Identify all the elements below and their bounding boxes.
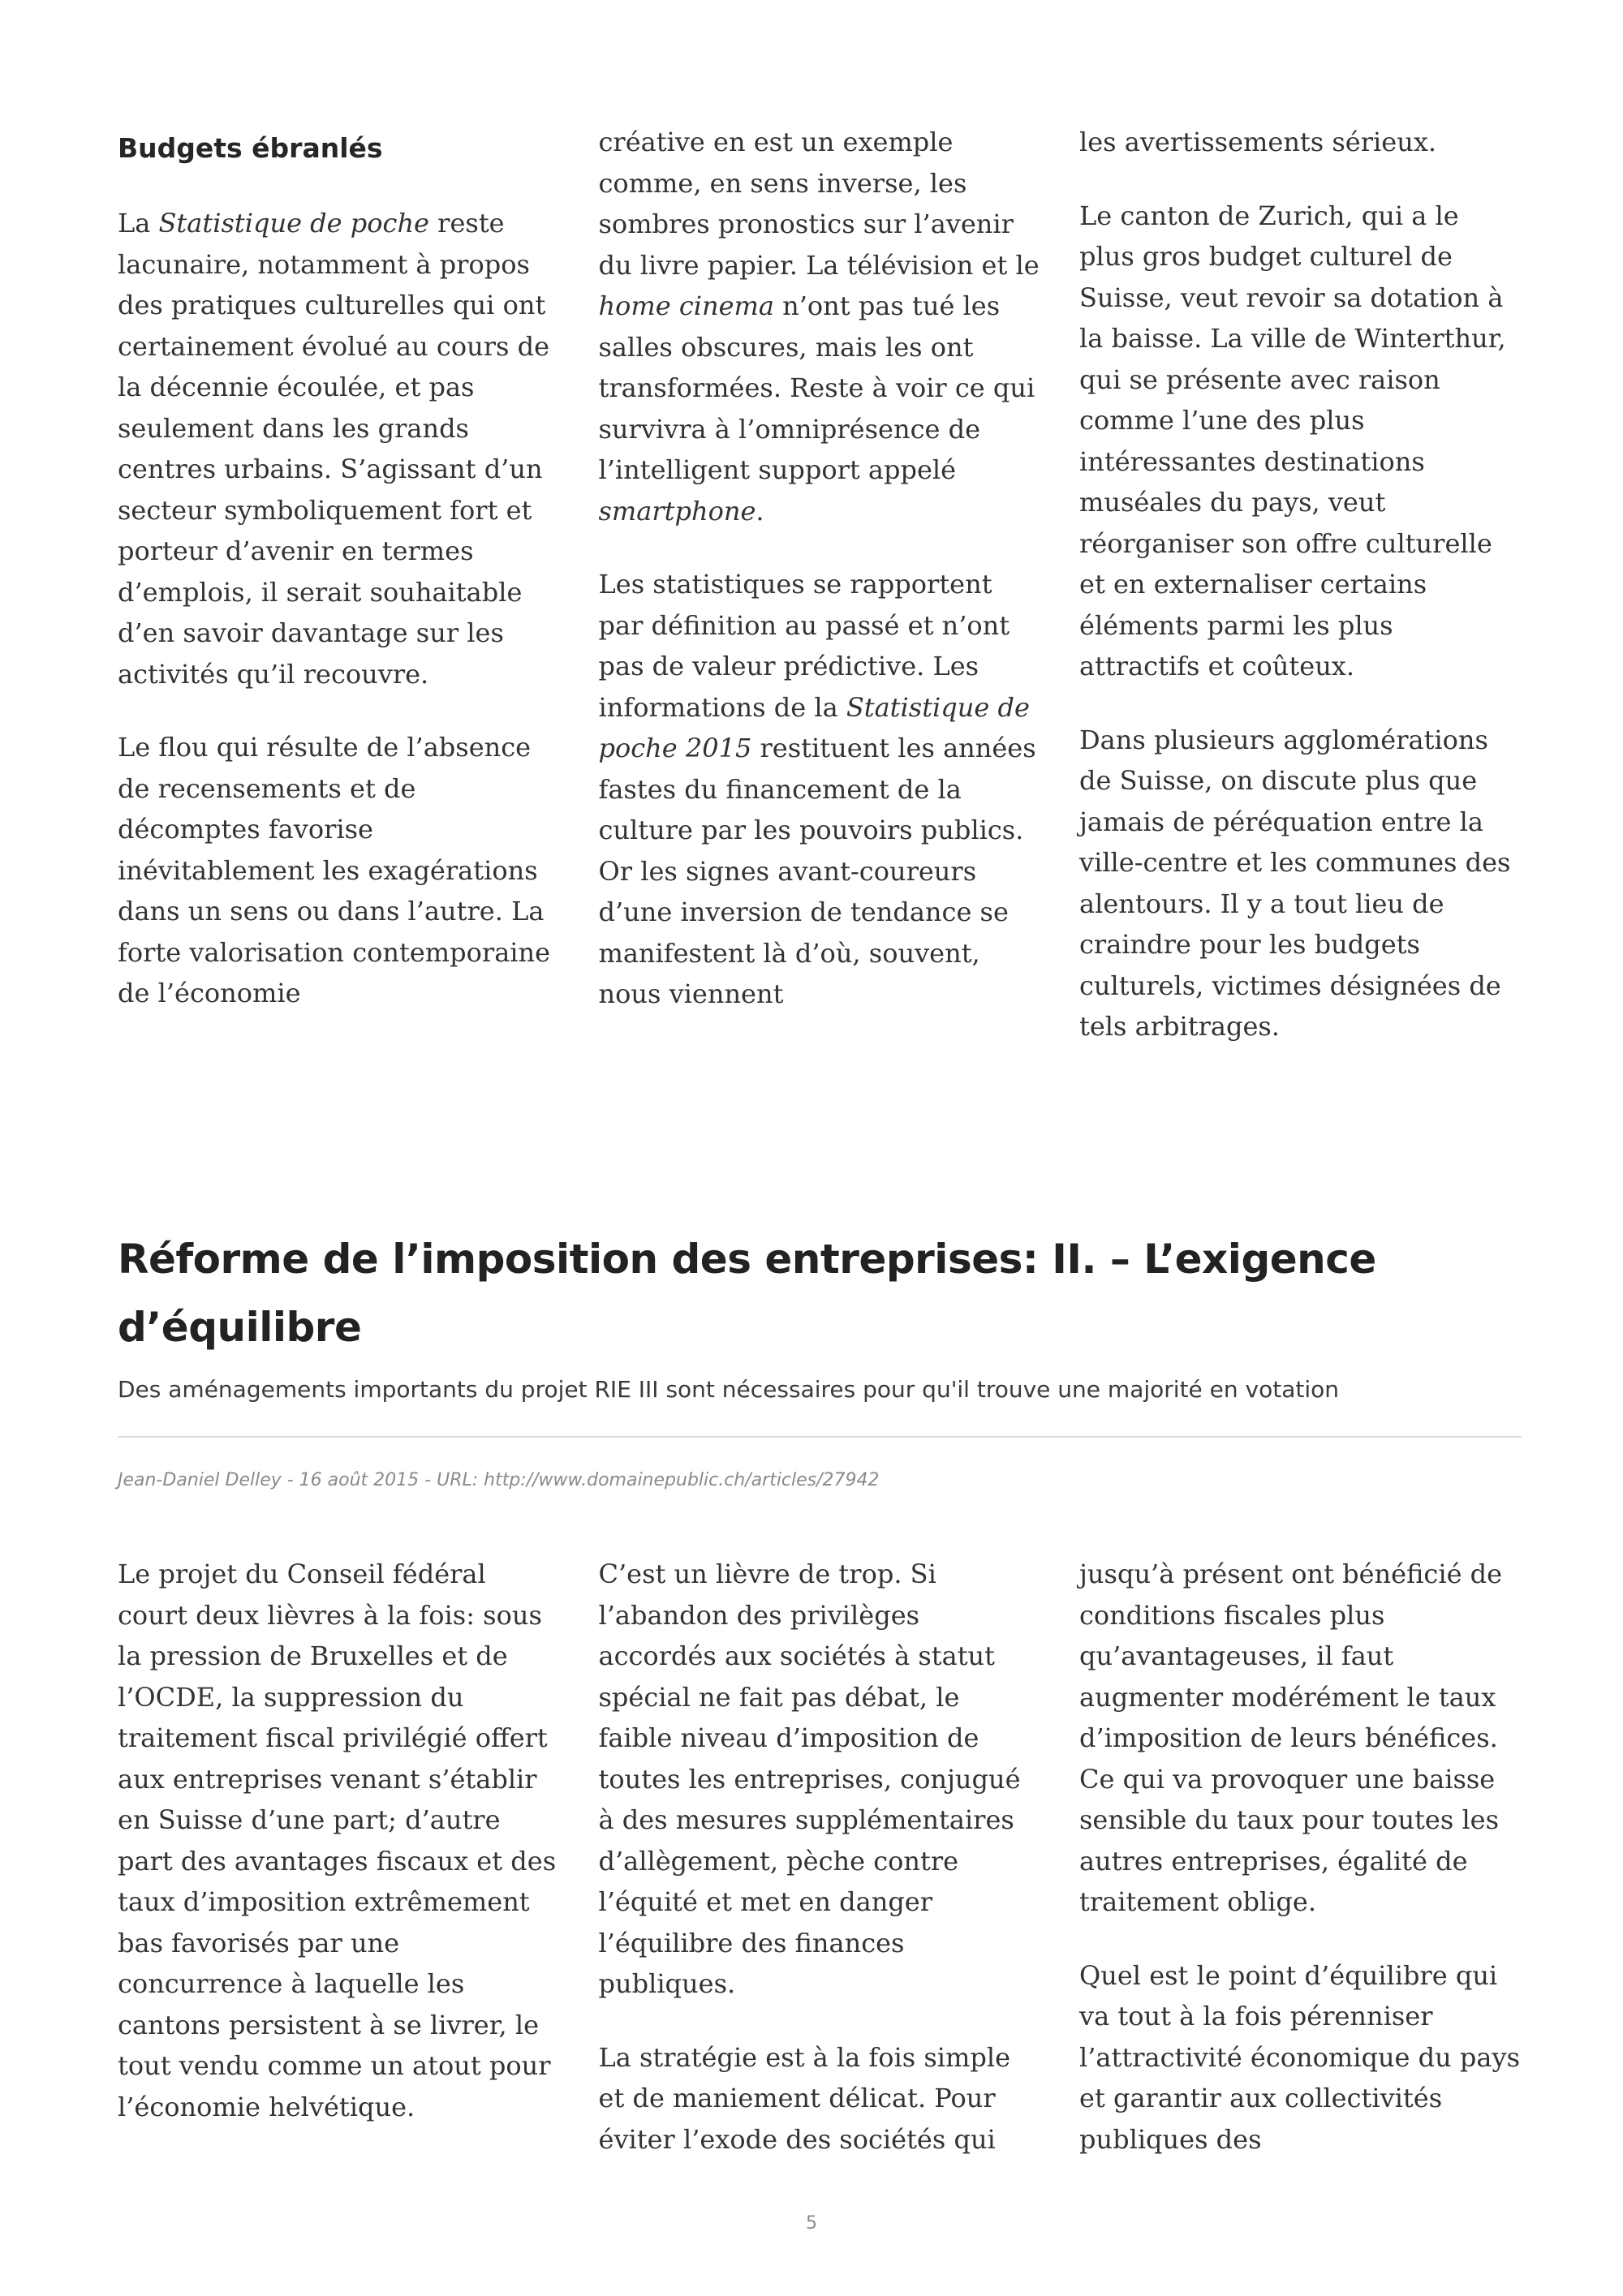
article-col2-paragraph-2: La stratégie est à la fois simple et de maniement délicat. Pour éviter l’exode des sociétés qui <box>598 2041 1010 2155</box>
article-col3-paragraph-1: jusqu’à présent ont bénéficié de conditions fiscales plus qu’avantageuses, il faut augmenter modérément le taux d’imposition de leurs bénéfices. Ce qui va provoquer une baisse sensible du taux pour toutes les autres entreprises, égalité de traitement oblige. <box>1079 1559 1503 1917</box>
section-subheading: Budgets ébranlés <box>118 132 383 164</box>
article-column-3 <box>1079 1554 1522 2192</box>
top-col3-paragraph-3: Dans plusieurs agglomérations de Suisse, on discute plus que jamais de péréquation entre la ville-centre et les communes des alentours. Il y a tout lieu de craindre pour les budgets culturels, victimes désignées de tels arbitrages. <box>1079 724 1511 1042</box>
top-section-columns <box>118 122 1522 1080</box>
article-title: Réforme de l’imposition des entreprises: II. – L’exigence d’équilibre <box>118 1236 1376 1351</box>
article-col3-paragraph-2: Quel est le point d’équilibre qui va tout à la fois pérenniser l’attractivité économique du pays et garantir aux collectivités publiques des <box>1079 1959 1520 2155</box>
top-col1-paragraph-1: La Statistique de poche reste lacunaire, notamment à propos des pratiques culturelles qui ont certainement évolué au cours de la décennie écoulée, et pas seulement dans les grands centres urbains. S’agissant d’un secteur symboliquement fort et porteur d’avenir en termes d’emplois, il serait souhaitable d’en savoir davantage sur les activités qu’il recouvre. <box>118 208 549 690</box>
top-column-2 <box>599 122 1041 1080</box>
top-col1-paragraph-2: Le flou qui résulte de l’absence de recensements et de décomptes favorise inévitablement les exagérations dans un sens ou dans l’autre. La forte valorisation contemporaine de l’économie <box>118 732 551 1008</box>
top-col3-paragraph-1: les avertissements sérieux. <box>1079 127 1437 157</box>
page-number: 5 <box>806 2213 817 2234</box>
emphasis-text: smartphone <box>598 495 756 527</box>
emphasis-text: Statistique de poche 2015 <box>598 691 1030 763</box>
article-col2-paragraph-1: C’est un lièvre de trop. Si l’abandon des privilèges accordés aux sociétés à statut spécial ne fait pas débat, le faible niveau d’imposition de toutes les entreprises, conjugué à des mesures supplémentaires d’allègement, pèche contre l’équité et met en danger l’équilibre des finances publiques. <box>598 1559 1021 1999</box>
header-divider <box>118 1436 1522 1438</box>
top-col3-paragraph-2: Le canton de Zurich, qui a le plus gros budget culturel de Suisse, veut revoir sa dotation à la baisse. La ville de Winterthur, qui se présente avec raison comme l’une des plus intéressantes destinations muséales du pays, veut réorganiser son offre culturelle et en externaliser certains éléments parmi les plus attractifs et coûteux. <box>1079 200 1506 681</box>
top-column-3 <box>1079 122 1522 1080</box>
top-col2-paragraph-1: créative en est un exemple comme, en sens inverse, les sombres pronostics sur l’avenir du livre papier. La télévision et le home cinema n’ont pas tué les salles obscures, mais les ont transformées. Reste à voir ce qui survivra à l’omniprésence de l’intelligent support appelé smartphone. <box>598 127 1040 527</box>
top-col2-paragraph-2: Les statistiques se rapportent par définition au passé et n’ont pas de valeur prédictive. Les informations de la Statistique de poche 2015 restituent les années fastes du financement de la culture par les pouvoirs publics. Or les signes avant-coureurs d’une inversion de tendance se manifestent là d’où, souvent, nous viennent <box>598 569 1036 1009</box>
article-columns <box>118 1554 1522 2192</box>
article-meta: Jean-Daniel Delley - 16 août 2015 - URL: http://www.domainepublic.ch/articles/27942 <box>118 1470 880 1490</box>
article-column-2 <box>599 1554 1041 2192</box>
emphasis-text: home cinema <box>598 290 774 321</box>
emphasis-text: Statistique de poche <box>158 208 429 239</box>
article-column-1 <box>118 1554 560 2192</box>
article-col1-paragraph-1: Le projet du Conseil fédéral court deux lièvres à la fois: sous la pression de Bruxelles et de l’OCDE, la suppression du traitement fiscal privilégié offert aux entreprises venant s’établir en Suisse d’une part; d’autre part des avantages fiscaux et des taux d’imposition extrêmement bas favorisés par une concurrence à laquelle les cantons persistent à se livrer, le tout vendu comme un atout pour l’économie helvétique. <box>118 1559 557 2122</box>
article-subtitle: Des aménagements importants du projet RIE III sont nécessaires pour qu'il trouve une majorité en votation <box>118 1376 1340 1403</box>
top-column-1 <box>118 122 560 1080</box>
